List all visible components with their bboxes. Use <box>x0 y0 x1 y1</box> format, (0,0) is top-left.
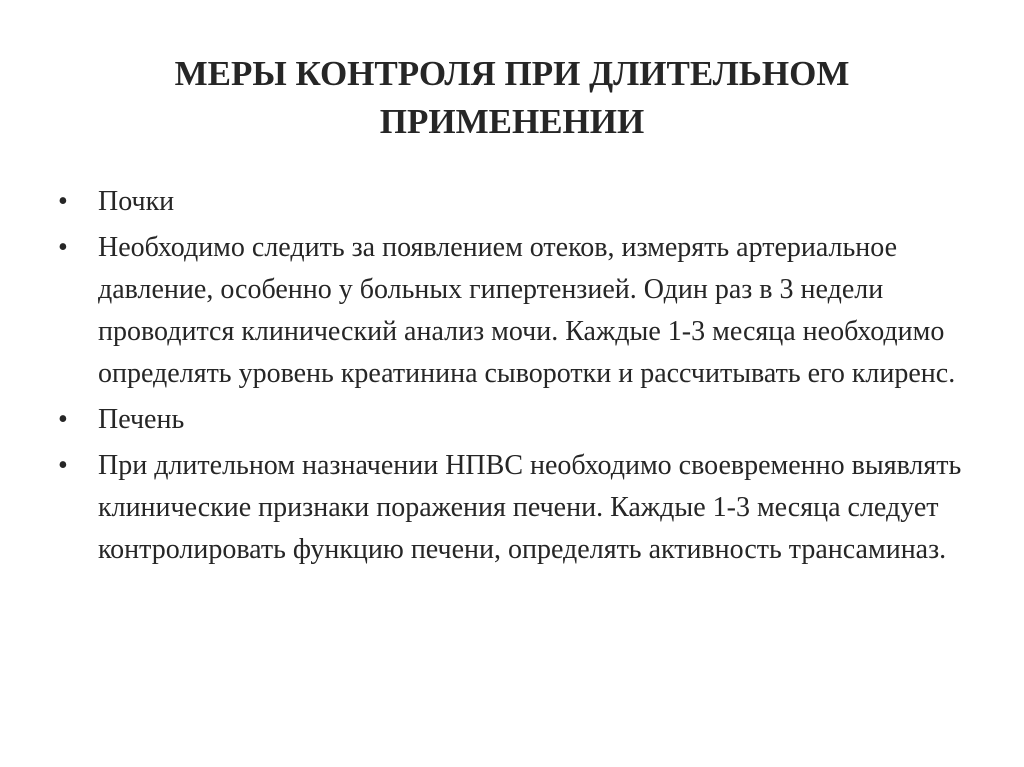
bullet-text: Печень <box>98 404 185 435</box>
bullet-item-kidney-monitoring <box>58 227 988 395</box>
slide-title-line-2: ПРИМЕНЕНИИ <box>379 102 645 141</box>
bullet-dot-icon: • <box>58 404 68 435</box>
bullet-dot-icon: • <box>58 232 68 263</box>
bullet-dot-icon: • <box>58 450 68 481</box>
bullet-text: Необходимо следить за появлением отеков, измерять артериальное давление, особенно у больных гипертензией. Один раз в 3 недели проводится клинический анализ мочи. Каждые 1-3 месяца необходимо определять уровень креатинина сыворотки и рассчитывать его клиренс. <box>98 232 956 389</box>
slide-title-line-1: МЕРЫ КОНТРОЛЯ ПРИ ДЛИТЕЛЬНОМ <box>174 54 850 93</box>
bullet-dot-icon: • <box>58 186 68 217</box>
bullet-text: Почки <box>98 186 175 217</box>
bullet-list <box>58 181 988 575</box>
bullet-item-liver <box>58 399 988 441</box>
bullet-text: При длительном назначении НПВС необходимо своевременно выявлять клинические признаки поражения печени. Каждые 1-3 месяца следует контролировать функцию печени, определять активность трансаминаз. <box>98 450 962 565</box>
bullet-item-kidneys <box>58 181 988 223</box>
slide-title <box>100 50 924 146</box>
bullet-item-liver-monitoring <box>58 445 988 571</box>
